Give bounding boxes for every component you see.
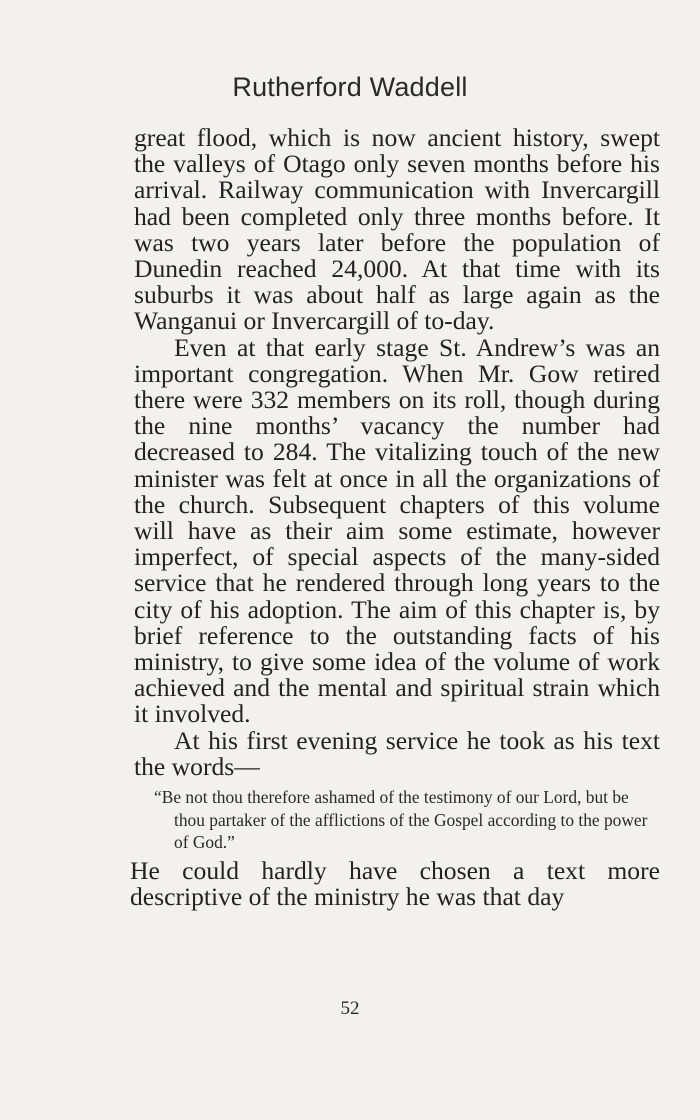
scripture-quotation: “Be not thou therefore ashamed of the testimony of our Lord, but be thou partaker of the afflictions of the Gospel according to the power of God.”	[154, 787, 648, 853]
paragraph-continued: great flood, which is now ancient history, swept the valleys of Otago only seven months before his arrival. Railway communication with Invercargill had been completed only three months before. It was two years later before the population of Dunedin reached 24,000. At that time with its suburbs it was about half as large again as the Wanganui or Invercargill of to-day.	[134, 123, 660, 336]
running-head: Rutherford Waddell	[232, 72, 468, 102]
body-text	[130, 123, 660, 911]
paragraph-first-service: At his first evening service he took as his text the words—	[134, 725, 660, 781]
paragraph-closing: He could hardly have chosen a text more descriptive of the ministry he was that day	[130, 855, 660, 911]
page-number: 52	[340, 998, 360, 1019]
paragraph-st-andrews: Even at that early stage St. Andrew’s was an important congregation. When Mr. Gow retired there were 332 members on its roll, though during the nine months’ vacancy the number had decreased to 284. The vitalizing touch of the new minister was felt at once in all the organizations of the church. Subsequent chapters of this volume will have as their aim some estimate, however imperfect, of special aspects of the many-sided service that he rendered through long years to the city of his adoption. The aim of this chapter is, by brief reference to the outstanding facts of his ministry, to give some idea of the volume of work achieved and the mental and spiritual strain which it involved.	[134, 332, 660, 729]
